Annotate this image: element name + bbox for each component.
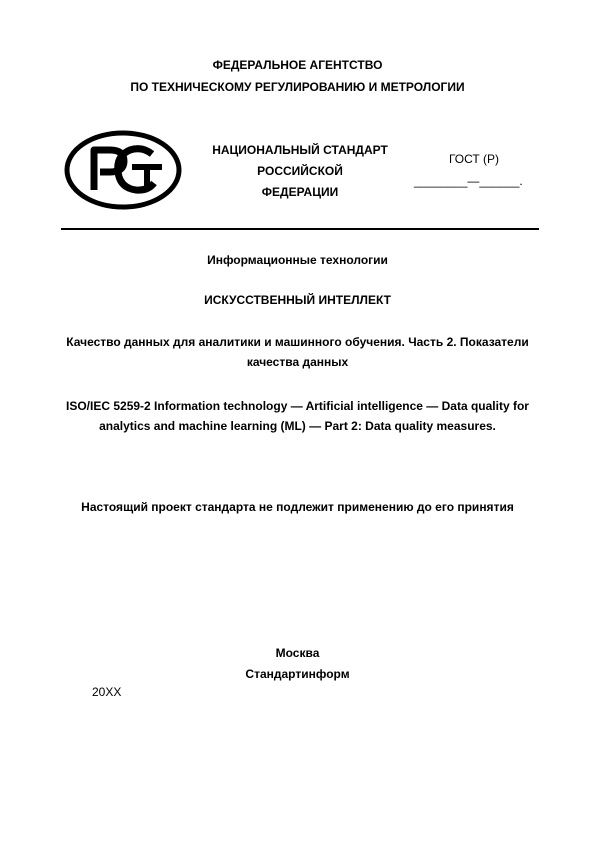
rst-logo-icon — [64, 130, 182, 210]
title-sub — [40, 332, 555, 372]
agency-line-1: ФЕДЕРАЛЬНОЕ АГЕНТСТВО — [212, 58, 383, 72]
gost-label: ГОСТ (Р) — [448, 152, 500, 166]
title-group: Информационные технологии — [207, 253, 388, 267]
agency-line-2: ПО ТЕХНИЧЕСКОМУ РЕГУЛИРОВАНИЮ И МЕТРОЛОГИИ — [130, 80, 465, 94]
title-iso-line-2: analytics and machine learning (ML) — Part 2: Data quality measures. — [99, 419, 496, 433]
title-main: ИСКУССТВЕННЫЙ ИНТЕЛЛЕКТ — [204, 293, 391, 307]
title-sub-line-2: качества данных — [246, 355, 349, 369]
agency-header — [0, 54, 595, 98]
standard-name-line-3: ФЕДЕРАЦИИ — [261, 185, 339, 199]
header-divider — [61, 228, 539, 230]
title-sub-line-1: Качество данных для аналитики и машинного обучения. Часть 2. Показатели — [66, 335, 529, 349]
title-iso-line-1: ISO/IEC 5259-2 Information technology — Artificial intelligence — Data quality for — [66, 399, 529, 413]
title-iso — [40, 396, 555, 436]
gost-number: ________—______. — [414, 174, 523, 188]
standard-name — [190, 140, 410, 203]
footer-city: Москва — [275, 646, 320, 660]
standard-name-line-1: НАЦИОНАЛЬНЫЙ СТАНДАРТ — [212, 143, 388, 157]
draft-notice: Настоящий проект стандарта не подлежит применению до его принятия — [81, 500, 514, 514]
footer-publisher: Стандартинформ — [245, 667, 350, 681]
footer-year: 20XX — [92, 685, 122, 699]
standard-name-line-2: РОССИЙСКОЙ — [257, 164, 343, 178]
